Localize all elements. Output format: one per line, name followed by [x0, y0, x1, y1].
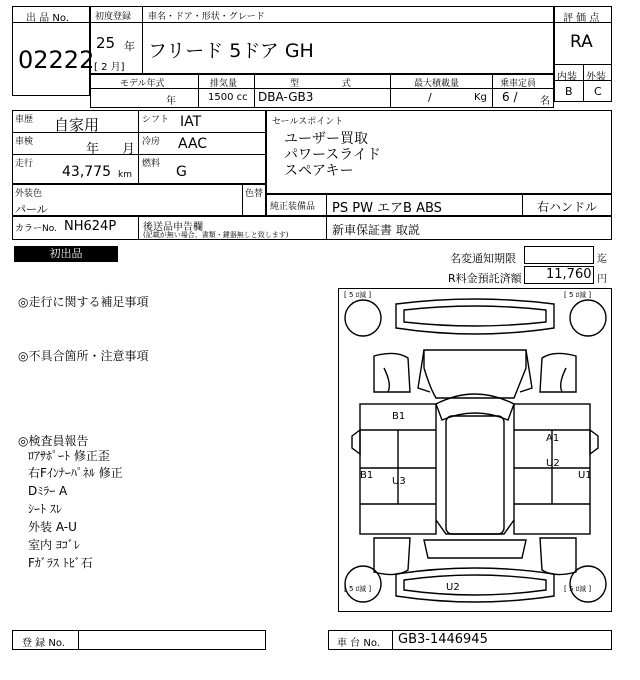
interior-label: 内装	[557, 72, 577, 83]
sales-point-3: スペアキー	[284, 163, 354, 179]
shift-label: シフト	[142, 115, 170, 125]
capacity-unit: 名	[540, 96, 550, 107]
mileage-value: 43,775	[62, 164, 111, 180]
tire-icon	[570, 300, 606, 336]
fuel-value: G	[176, 164, 187, 180]
capacity-value: 6 /	[502, 90, 518, 104]
model-year-unit: 年	[166, 96, 176, 107]
color-value: パール	[15, 203, 48, 216]
warranty-value: 新車保証書 取説	[332, 223, 420, 237]
mileage-label: 走行	[15, 159, 34, 169]
steering-value: 右ハンドル	[537, 200, 598, 214]
shaken-year-unit: 年	[86, 142, 100, 157]
deadline-suffix: 迄	[597, 254, 607, 265]
damage-mark: B1	[360, 470, 374, 481]
tire-icon	[345, 300, 381, 336]
defect-notes-title: ◎不具合箇所・注意事項	[18, 349, 149, 363]
driving-notes-title: ◎走行に関する補足事項	[18, 295, 149, 309]
registration-no-label: 登 録 No.	[22, 638, 65, 649]
damage-mark: U2	[446, 582, 460, 593]
lot-number: 02222	[18, 46, 95, 74]
ac-label: 冷房	[142, 137, 161, 147]
fuel-label: 燃料	[142, 159, 161, 169]
sales-point-1: ユーザー買取	[284, 131, 368, 147]
inspector-item: 外装 A-U	[28, 520, 77, 534]
damage-mark: A1	[546, 433, 560, 444]
chassis-no-value: GB3-1446945	[398, 632, 488, 647]
equipment-label: 純正装備品	[270, 202, 316, 212]
damage-mark: U1	[578, 470, 592, 481]
ac-value: AAC	[178, 136, 208, 152]
equipment-value: PS PW エアB ABS	[332, 201, 442, 216]
post-doc-note: (記載が無い場合、書類・鍵器無しと致します)	[143, 231, 289, 239]
damage-mark: U2	[546, 458, 560, 469]
history-value: 自家用	[54, 116, 100, 134]
car-damage-diagram	[338, 288, 612, 612]
shaken-month-unit: 月	[122, 142, 136, 157]
max-load-value: /	[428, 91, 432, 104]
chassis-no-label: 車 台 No.	[337, 638, 380, 649]
recycle-unit: 円	[597, 274, 607, 285]
inspector-report-title: ◎検査員報告	[18, 434, 89, 448]
shift-value: IAT	[180, 114, 202, 130]
tire-label: [ 5 ﾛ減 ]	[344, 291, 372, 299]
car-name-label: 車名・ドア・形状・グレード	[148, 12, 265, 22]
color-change-label: 色替	[245, 189, 264, 199]
details-box	[12, 110, 266, 184]
color-box	[12, 184, 266, 216]
inspector-item: ﾛｱｻﾎﾟｰﾄ 修正歪	[28, 449, 110, 463]
displacement-label: 排気量	[210, 79, 238, 89]
max-load-label: 最大積載量	[414, 79, 460, 89]
year-unit: 年	[124, 40, 135, 53]
displacement: 1500 cc	[208, 92, 248, 103]
tire-icon	[345, 566, 381, 602]
first-registration-year: 25	[96, 34, 116, 52]
history-label: 車歴	[15, 115, 34, 125]
type-label: 型 式	[290, 79, 351, 89]
sales-point-2: パワースライド	[284, 147, 381, 163]
sales-point-label: セールスポイント	[272, 117, 344, 127]
car-name: フリード 5ドア GH	[148, 40, 314, 62]
shaken-label: 車検	[15, 137, 34, 147]
inspector-item: Fｶﾞﾗｽ ﾄﾋﾞ石	[28, 556, 93, 570]
evaluation-score: RA	[570, 32, 593, 52]
inspector-item: Dﾐﾗｰ A	[28, 484, 68, 498]
recycle-label: R料金預託済額	[448, 272, 522, 285]
color-no-value: NH624P	[64, 219, 117, 234]
max-load-unit: Kg	[474, 92, 487, 103]
mileage-unit: km	[118, 170, 132, 180]
evaluation-label: 評 価 点	[563, 13, 600, 24]
exterior-grade: C	[594, 85, 602, 98]
inspector-item: 室内 ﾖｺﾞﾚ	[28, 538, 80, 552]
inspector-item: 右Fｲﾝﾅｰﾊﾟﾈﾙ 修正	[28, 466, 123, 480]
lot-number-label: 出 品 No.	[26, 13, 69, 24]
deadline-box	[524, 246, 594, 264]
inspector-item: ｼｰﾄ ｽﾚ	[28, 502, 62, 516]
damage-mark: U3	[392, 476, 406, 487]
first-registration-label: 初度登録	[95, 12, 132, 22]
interior-grade: B	[565, 85, 573, 98]
capacity-label: 乗車定員	[500, 79, 537, 89]
damage-mark: B1	[392, 411, 406, 422]
first-listing-badge: 初出品	[14, 246, 118, 262]
color-no-label: カラーNo.	[15, 224, 57, 234]
type-value: DBA-GB3	[258, 90, 314, 104]
post-doc-label: 後送品申告欄	[143, 222, 203, 233]
tire-label: [ 5 ﾛ減 ]	[344, 585, 372, 593]
color-label: 外装色	[15, 189, 43, 199]
recycle-amount: 11,760	[546, 267, 592, 282]
exterior-label: 外装	[586, 72, 606, 83]
first-registration-month: [ 2 月]	[94, 62, 125, 73]
model-year-label: モデル年式	[120, 79, 165, 89]
tire-label: [ 5 ﾛ減 ]	[564, 291, 592, 299]
deadline-label: 名変通知期限	[450, 252, 516, 265]
tire-label: [ 5 ﾛ減 ]	[564, 585, 592, 593]
